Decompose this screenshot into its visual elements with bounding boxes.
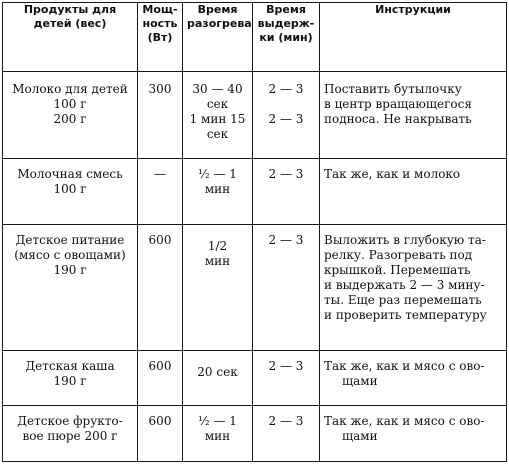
heat-time-cell: ½ — 1 мин bbox=[183, 406, 253, 462]
instructions-cell: Так же, как и мясо с ово- щами bbox=[320, 406, 507, 462]
power-cell: 300 bbox=[138, 72, 183, 159]
header-hold-time: Время выдерж- ки (мин) bbox=[253, 3, 320, 72]
table-row bbox=[3, 225, 507, 350]
heat-time-cell: ½ — 1 мин bbox=[183, 159, 253, 225]
product-cell: Детское питание (мясо с овощами) 190 г bbox=[3, 225, 138, 350]
hold-time-cell: 2 — 3 2 — 3 bbox=[253, 72, 320, 159]
header-heat-time: Время разогрева bbox=[183, 3, 253, 72]
header-instructions: Инструкции bbox=[320, 3, 507, 72]
hold-time-cell: 2 — 3 bbox=[253, 406, 320, 462]
heat-time-cell: 30 — 40 сек 1 мин 15 сек bbox=[183, 72, 253, 159]
instructions-cell: Выложить в глубокую та- релку. Разогревать под крышкой. Перемешать и выдержать 2 — 3 мину- ты. Еще раз перемешать и проверить температуру bbox=[320, 225, 507, 350]
header-row bbox=[3, 3, 507, 72]
hold-time-cell: 2 — 3 bbox=[253, 350, 320, 406]
heat-time-cell: 1/2 мин bbox=[183, 225, 253, 350]
header-product: Продукты для детей (вес) bbox=[3, 3, 138, 72]
table-row bbox=[3, 406, 507, 462]
table-row bbox=[3, 350, 507, 406]
heat-time-cell: 20 сек bbox=[183, 350, 253, 406]
header-power: Мощ- ность (Вт) bbox=[138, 3, 183, 72]
hold-time-cell: 2 — 3 bbox=[253, 159, 320, 225]
power-cell: 600 bbox=[138, 406, 183, 462]
product-cell: Молочная смесь 100 г bbox=[3, 159, 138, 225]
instructions-cell: Так же, как и молоко bbox=[320, 159, 507, 225]
baby-food-heating-table bbox=[2, 2, 507, 462]
hold-time-cell: 2 — 3 bbox=[253, 225, 320, 350]
power-cell: 600 bbox=[138, 350, 183, 406]
power-cell: 600 bbox=[138, 225, 183, 350]
power-cell: — bbox=[138, 159, 183, 225]
product-cell: Молоко для детей 100 г 200 г bbox=[3, 72, 138, 159]
product-cell: Детское фрукто- вое пюре 200 г bbox=[3, 406, 138, 462]
instructions-cell: Так же, как и мясо с ово- щами bbox=[320, 350, 507, 406]
table-row bbox=[3, 159, 507, 225]
table-row bbox=[3, 72, 507, 159]
product-cell: Детская каша 190 г bbox=[3, 350, 138, 406]
instructions-cell: Поставить бутылочку в центр вращающегося подноса. Не накрывать bbox=[320, 72, 507, 159]
